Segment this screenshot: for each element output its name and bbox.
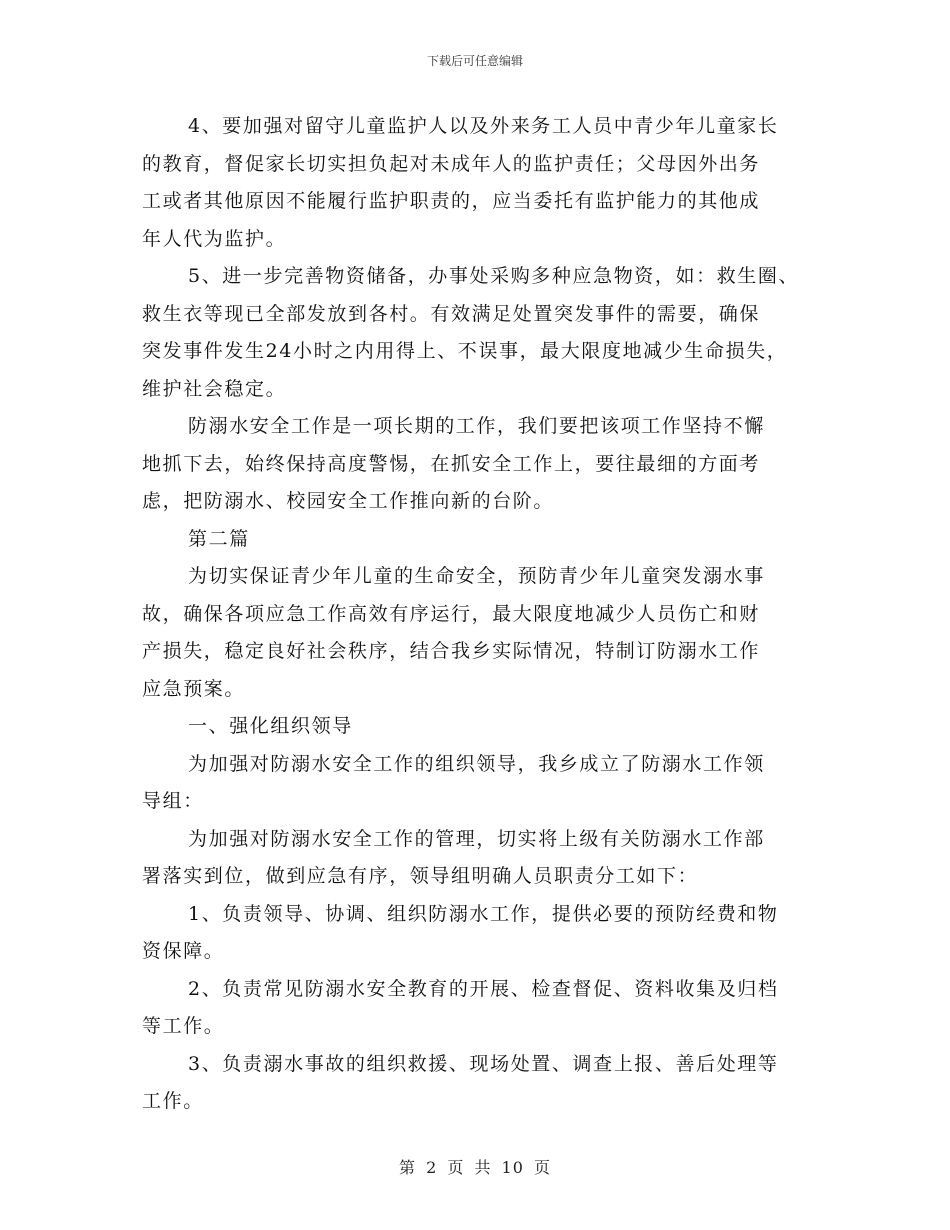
text-line: 第二篇 — [188, 527, 250, 550]
paragraph — [142, 108, 812, 258]
text-line: 故，确保各项应急工作高效有序运行，最大限度地减少人员伤亡和财 — [142, 602, 761, 625]
page-number: 第 2 页 共 10 页 — [399, 1158, 551, 1177]
text-line: 突发事件发生24小时之内用得上、不误事，最大限度地减少生命损失， — [142, 340, 788, 362]
text-line: 维护社会稳定。 — [142, 377, 287, 400]
paragraph — [142, 408, 812, 521]
text-line: 资保障。 — [142, 940, 225, 962]
text-line: 1、负责领导、协调、组织防溺水工作，提供必要的预防经费和物 — [188, 902, 779, 925]
text-line: 为加强对防溺水安全工作的组织领导，我乡成立了防溺水工作领 — [188, 752, 765, 775]
text-line: 年人代为监护。 — [142, 227, 287, 250]
paragraph — [142, 558, 812, 708]
text-line: 3、负责溺水事故的组织救援、现场处置、调查上报、善后处理等 — [188, 1052, 779, 1075]
paragraph — [142, 821, 812, 896]
text-line: 5、进一步完善物资储备，办事处采购多种应急物资，如：救生圈、 — [188, 265, 800, 287]
page-header: 下载后可任意编辑 — [426, 54, 523, 68]
paragraph — [142, 258, 812, 408]
text-line: 的教育，督促家长切实担负起对未成年人的监护责任；父母因外出务 — [142, 152, 761, 175]
text-line: 工或者其他原因不能履行监护职责的，应当委托有监护能力的其他成 — [142, 190, 761, 212]
text-line: 地抓下去，始终保持高度警惕，在抓安全工作上，要往最细的方面考 — [142, 452, 761, 475]
text-line: 虑，把防溺水、校园安全工作推向新的台阶。 — [142, 490, 555, 512]
paragraph — [142, 1046, 812, 1121]
text-line: 2、负责常见防溺水安全教育的开展、检查督促、资料收集及归档 — [188, 977, 779, 1000]
text-line: 救生衣等现已全部发放到各村。有效满足处置突发事件的需要，确保 — [142, 302, 761, 325]
text-line: 工作。 — [142, 1090, 204, 1112]
paragraph — [142, 971, 812, 1046]
text-line: 署落实到位，做到应急有序，领导组明确人员职责分工如下： — [142, 865, 699, 887]
document-body — [142, 108, 812, 1121]
text-line: 应急预案。 — [142, 677, 246, 700]
section-heading — [142, 708, 812, 746]
text-line: 一、强化组织领导 — [188, 715, 353, 737]
section-title — [142, 521, 812, 559]
paragraph — [142, 746, 812, 821]
paragraph — [142, 896, 812, 971]
text-line: 为加强对防溺水安全工作的管理，切实将上级有关防溺水工作部 — [188, 827, 765, 850]
text-line: 导组： — [142, 790, 204, 812]
text-line: 防溺水安全工作是一项长期的工作，我们要把该项工作坚持不懈 — [188, 415, 765, 437]
text-line: 为切实保证青少年儿童的生命安全，预防青少年儿童突发溺水事 — [188, 565, 765, 587]
text-line: 4、要加强对留守儿童监护人以及外来务工人员中青少年儿童家长 — [188, 115, 779, 137]
text-line: 产损失，稳定良好社会秩序，结合我乡实际情况，特制订防溺水工作 — [142, 640, 761, 662]
text-line: 等工作。 — [142, 1015, 225, 1037]
